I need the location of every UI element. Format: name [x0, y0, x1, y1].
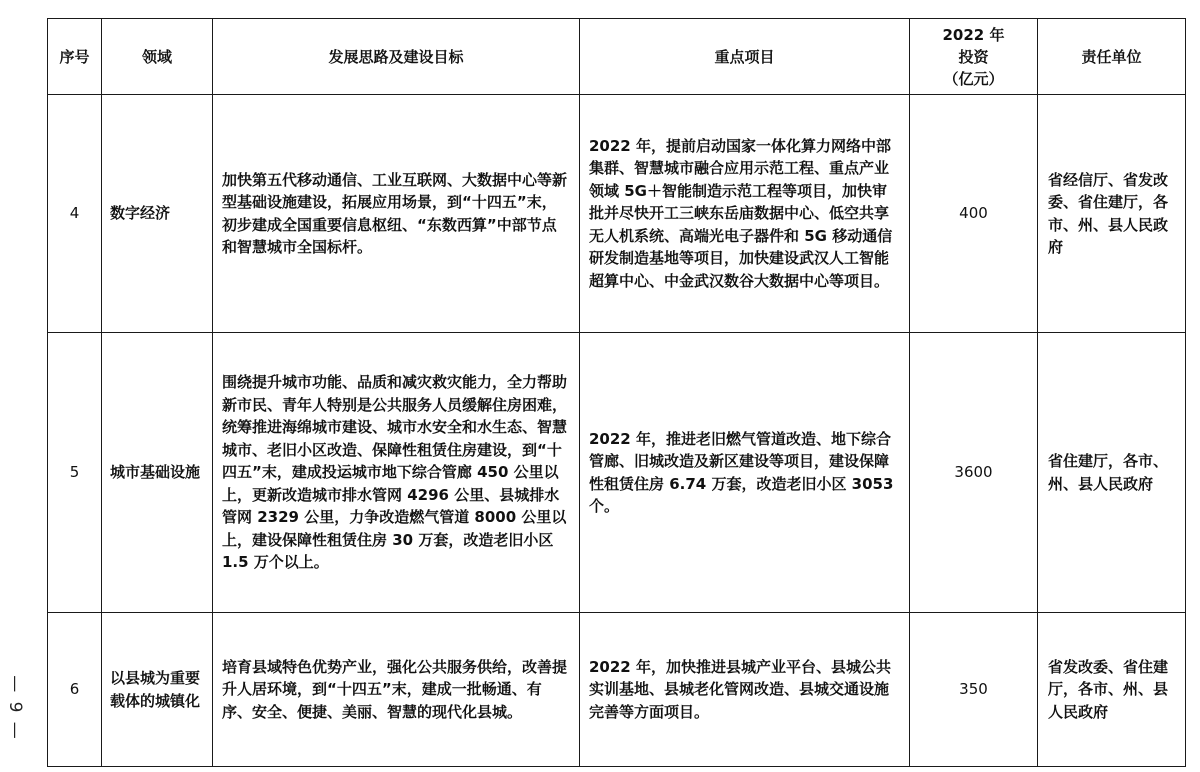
header-investment [910, 19, 1038, 95]
cell-goal: 围绕提升城市功能、品质和减灾救灾能力，全力帮助新市民、青年人特别是公共服务人员缓解住房困难，统筹推进海绵城市建设、城市水安全和水生态、智慧城市、老旧小区改造、保障性租赁住房建设，到“十四五”末，建成投运城市地下综合管廊 450 公里以上，更新改造城市排水管网 4296 公里、县城排水管网 2329 公里，力争改造燃气管道 8000 公里以上，建设保障性租赁住房 30 万套，改造老旧小区 1.5 万个以上。 [213, 333, 580, 613]
table-row [48, 333, 1186, 613]
table-row [48, 613, 1186, 767]
cell-seq: 6 [48, 613, 102, 767]
cell-seq: 4 [48, 95, 102, 333]
page-number [4, 650, 26, 766]
cell-unit: 省发改委、省住建厅，各市、州、县人民政府 [1038, 613, 1186, 767]
cell-projects: 2022 年，加快推进县城产业平台、县城公共实训基地、县城老化管网改造、县城交通设施完善等方面项目。 [580, 613, 910, 767]
cell-area: 以县城为重要载体的城镇化 [102, 613, 213, 767]
table-row [48, 95, 1186, 333]
header-investment-line3: （亿元） [943, 69, 1004, 88]
cell-unit: 省经信厅、省发改委、省住建厅，各市、州、县人民政府 [1038, 95, 1186, 333]
cell-investment: 3600 [910, 333, 1038, 613]
projects-table [47, 18, 1186, 767]
table-header-row [48, 19, 1186, 95]
cell-investment: 400 [910, 95, 1038, 333]
cell-projects: 2022 年，提前启动国家一体化算力网络中部集群、智慧城市融合应用示范工程、重点产业领域 5G＋智能制造示范工程等项目，加快审批并尽快开工三峡东岳庙数据中心、低空共享无人机系统、高端光电子器件和 5G 移动通信研发制造基地等项目，加快建设武汉人工智能超算中心、中金武汉数谷大数据中心等项目。 [580, 95, 910, 333]
header-seq: 序号 [48, 19, 102, 95]
header-area: 领域 [102, 19, 213, 95]
cell-goal: 加快第五代移动通信、工业互联网、大数据中心等新型基础设施建设，拓展应用场景，到“十四五”末，初步建成全国重要信息枢纽、“东数西算”中部节点和智慧城市全国标杆。 [213, 95, 580, 333]
header-investment-line2: 投资 [958, 47, 989, 66]
header-investment-line1: 2022 年 [942, 25, 1005, 44]
cell-seq: 5 [48, 333, 102, 613]
cell-area: 数字经济 [102, 95, 213, 333]
header-goal: 发展思路及建设目标 [213, 19, 580, 95]
cell-goal: 培育县域特色优势产业，强化公共服务供给，改善提升人居环境，到“十四五”末，建成一批畅通、有序、安全、便捷、美丽、智慧的现代化县城。 [213, 613, 580, 767]
cell-investment: 350 [910, 613, 1038, 767]
cell-projects: 2022 年，推进老旧燃气管道改造、地下综合管廊、旧城改造及新区建设等项目，建设保障性租赁住房 6.74 万套，改造老旧小区 3053 个。 [580, 333, 910, 613]
cell-unit: 省住建厅，各市、州、县人民政府 [1038, 333, 1186, 613]
header-projects: 重点项目 [580, 19, 910, 95]
header-unit: 责任单位 [1038, 19, 1186, 95]
cell-area: 城市基础设施 [102, 333, 213, 613]
page-number-text: — 9 — [5, 675, 25, 741]
